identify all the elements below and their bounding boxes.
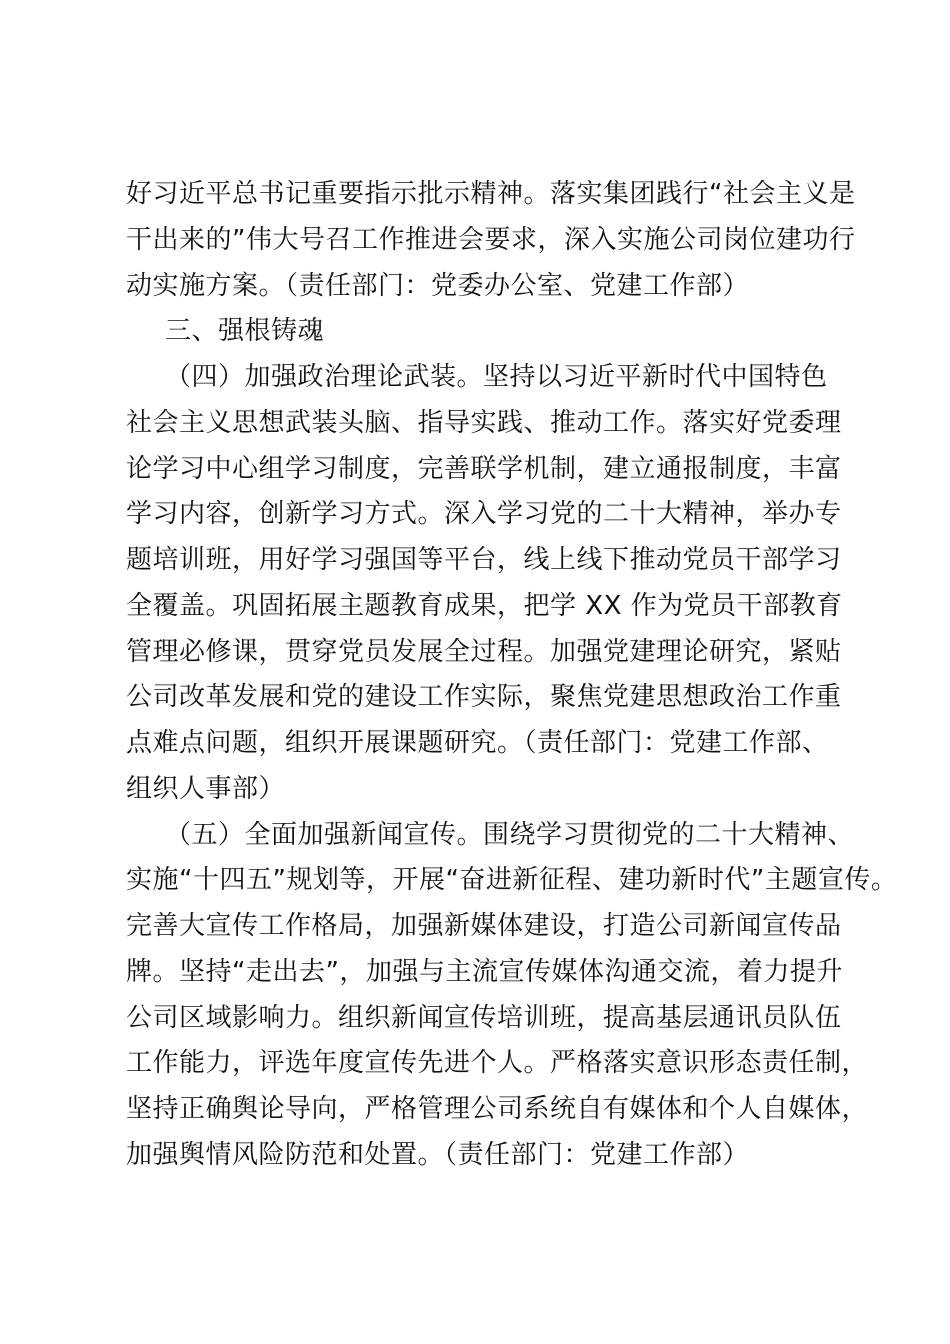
- paragraph-line: 社会主义思想武装头脑、指导实践、推动工作。落实好党委理: [126, 408, 842, 438]
- paragraph-line: 组织人事部）: [126, 774, 286, 804]
- paragraph-line: （五）全面加强新闻宣传。围绕学习贯彻党的二十大精神、: [165, 820, 855, 850]
- section-heading: 三、强根铸魂: [165, 316, 325, 346]
- paragraph-line: 管理必修课，贯穿党员发展全过程。加强党建理论研究，紧贴: [126, 637, 842, 667]
- paragraph-line: 完善大宣传工作格局，加强新媒体建设，打造公司新闻宣传品: [126, 911, 842, 941]
- paragraph-line: 加强舆情风险防范和处置。（责任部门：党建工作部）: [126, 1140, 750, 1170]
- paragraph-line: （四）加强政治理论武装。坚持以习近平新时代中国特色: [165, 362, 828, 392]
- paragraph-line: 学习内容，创新学习方式。深入学习党的二十大精神，举办专: [126, 499, 842, 529]
- paragraph-line: 论学习中心组学习制度，完善联学机制，建立通报制度，丰富: [126, 454, 842, 484]
- paragraph-line: 坚持正确舆论导向，严格管理公司系统自有媒体和个人自媒体，: [126, 1094, 869, 1124]
- paragraph-line: 工作能力，评选年度宣传先进个人。严格落实意识形态责任制，: [126, 1048, 869, 1078]
- paragraph-line: 实施“十四五”规划等，开展“奋进新征程、建功新时代”主题宣传。: [126, 865, 898, 895]
- paragraph-line: 题培训班，用好学习强国等平台，线上线下推动党员干部学习: [126, 545, 842, 575]
- paragraph-line: 全覆盖。巩固拓展主题教育成果，把学 XX 作为党员干部教育: [126, 591, 843, 621]
- paragraph-line: 干出来的”伟大号召工作推进会要求，深入实施公司岗位建功行: [126, 225, 856, 255]
- paragraph-line: 动实施方案。（责任部门：党委办公室、党建工作部）: [126, 271, 750, 301]
- paragraph-line: 点难点问题，组织开展课题研究。（责任部门：党建工作部、: [126, 728, 829, 758]
- paragraph-line: 公司改革发展和党的建设工作实际，聚焦党建思想政治工作重: [126, 682, 842, 712]
- paragraph-line: 牌。坚持“走出去”，加强与主流宣传媒体沟通交流，着力提升: [126, 957, 843, 987]
- paragraph-line: 公司区域影响力。组织新闻宣传培训班，提高基层通讯员队伍: [126, 1003, 842, 1033]
- paragraph-line: 好习近平总书记重要指示批示精神。落实集团践行“社会主义是: [126, 179, 856, 209]
